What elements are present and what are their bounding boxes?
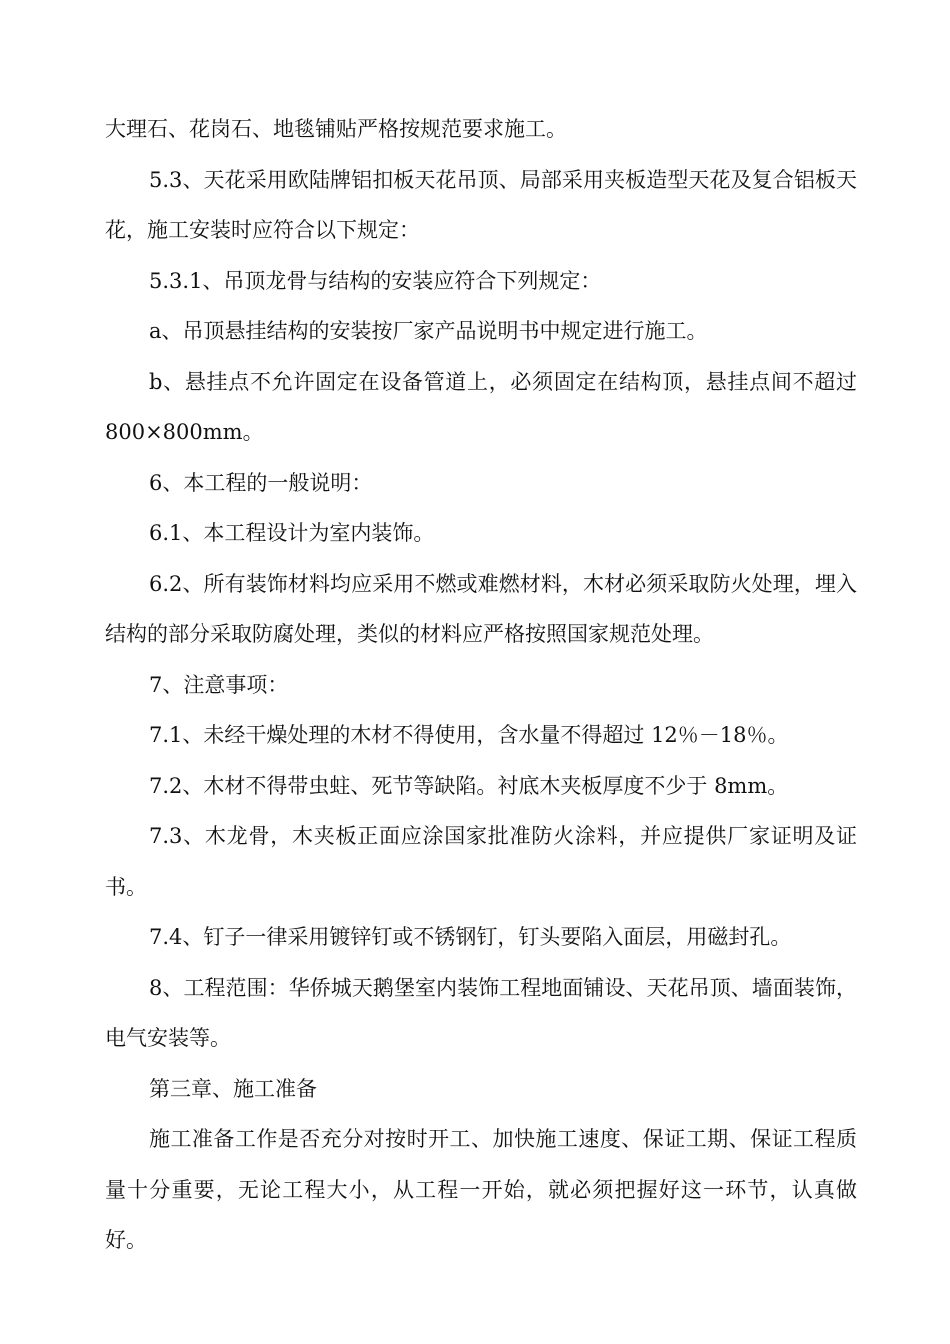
document-body bbox=[105, 104, 857, 1266]
paragraph-7-2: 7.2、木材不得带虫蛀、死节等缺陷。衬底木夹板厚度不少于 8mm。 bbox=[149, 773, 789, 798]
paragraph-item-a: a、吊顶悬挂结构的安装按厂家产品说明书中规定进行施工。 bbox=[149, 319, 708, 343]
paragraph-6-2: 6.2、所有装饰材料均应采用不燃或难燃材料，木材必须采取防火处理，埋入结构的部分采取防腐处理，类似的材料应严格按照国家规范处理。 bbox=[105, 571, 857, 646]
paragraph-7-1: 7.1、未经干燥处理的木材不得使用，含水量不得超过 12％－18％。 bbox=[149, 723, 789, 747]
paragraph-preparation: 施工准备工作是否充分对按时开工、加快施工速度、保证工期、保证工程质量十分重要，无论工程大小，从工程一开始，就必须把握好这一环节，认真做好。 bbox=[105, 1127, 857, 1252]
paragraph-5-3: 5.3、天花采用欧陆牌铝扣板天花吊顶、局部采用夹板造型天花及复合铝板天花，施工安装时应符合以下规定： bbox=[105, 167, 857, 242]
section-heading-7: 7、注意事项： bbox=[149, 672, 289, 697]
chapter-heading: 第三章、施工准备 bbox=[149, 1076, 317, 1101]
paragraph-7-4: 7.4、钉子一律采用镀锌钉或不锈钢钉，钉头要陷入面层，用磁封孔。 bbox=[149, 925, 792, 949]
paragraph-8: 8、工程范围：华侨城天鹅堡室内装饰工程地面铺设、天花吊顶、墙面装饰，电气安装等。 bbox=[105, 975, 857, 1050]
paragraph-item-b: b、悬挂点不允许固定在设备管道上，必须固定在结构顶，悬挂点间不超过 800×800mm。 bbox=[105, 369, 857, 444]
paragraph-6-1: 6.1、本工程设计为室内装饰。 bbox=[149, 521, 435, 545]
paragraph-continuation: 大理石、花岗石、地毯铺贴严格按规范要求施工。 bbox=[105, 117, 567, 141]
section-heading-6: 6、本工程的一般说明： bbox=[149, 470, 373, 495]
paragraph-7-3: 7.3、木龙骨，木夹板正面应涂国家批准防火涂料，并应提供厂家证明及证书。 bbox=[105, 824, 857, 899]
paragraph-5-3-1: 5.3.1、吊顶龙骨与结构的安装应符合下列规定： bbox=[149, 268, 602, 293]
